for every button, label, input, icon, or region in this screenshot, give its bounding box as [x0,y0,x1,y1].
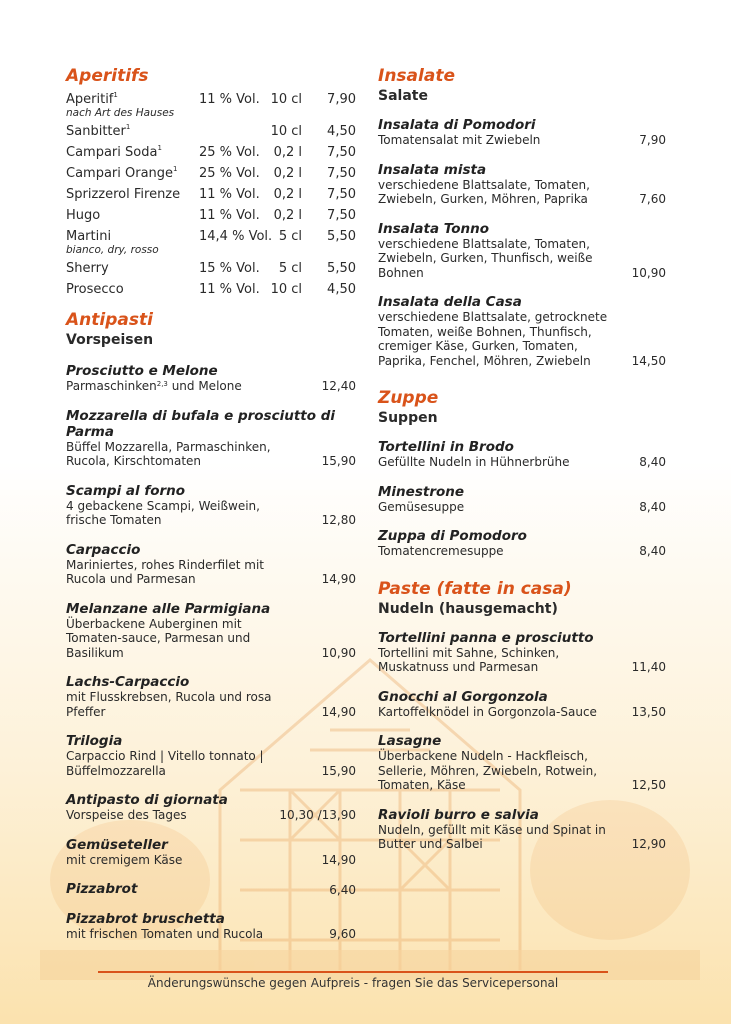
aperitif-row [66,184,356,205]
aperitif-name-text: Hugo [66,208,101,223]
menu-item [378,294,666,368]
description-text: Tomatencremesuppe [378,544,504,558]
aperitif-note: nach Art des Hauses [66,107,175,119]
aperitif-row [66,163,356,184]
menu-item-description [378,823,666,852]
menu-item [66,881,356,897]
description-text: Vorspeise des Tages [66,808,187,822]
description-text: mit frischen Tomaten und Rucola [66,927,264,941]
menu-item-description [378,237,666,281]
menu-item [378,630,666,675]
menu-item-price: 14,90 [321,572,356,586]
aperitif-name-text: Campari Orange [66,166,174,181]
aperitif-quantity: 0,2 l [273,145,302,160]
menu-item-name: Trilogia [66,733,123,749]
insalate-subtitle: Salate [378,88,428,104]
menu-item [66,408,356,469]
zuppe-list [378,439,666,559]
menu-item-price: 14,50 [631,353,666,368]
aperitif-quantity: 5 cl [278,261,302,276]
menu-item [378,162,666,207]
menu-item-price: 12,80 [321,513,356,527]
aperitif-note: bianco, dry, rosso [66,244,159,256]
menu-item-price: 13,50 [631,704,666,719]
aperitif-price: 7,50 [327,208,356,223]
aperitif-name-text: Campari Soda [66,145,158,160]
paste-title: Paste (fatte in casa) [378,578,572,599]
aperitif-price: 7,50 [327,145,356,160]
description-text: verschiedene Blattsalate, getrocknete Tomaten, weiße Bohnen, Thunfisch, cremiger Käse, Gurken, Tomaten, Paprika, Fenchel, Möhren, Zwiebeln [378,310,608,368]
description-text: Parmaschinken [66,379,157,393]
menu-item-description [66,379,356,394]
description-text: 4 gebackene Scampi, Weißwein, frische Tomaten [66,498,260,527]
menu-item-name: Minestrone [378,483,465,500]
menu-item [66,542,356,587]
menu-item [66,792,356,823]
menu-item [66,601,356,661]
menu-item-name: Insalata di Pomodori [378,117,536,133]
menu-item-price: 15,90 [321,763,356,778]
menu-item-description [66,558,356,587]
antipasti-subtitle: Vorspeisen [66,332,154,348]
aperitifs-title: Aperitifs [66,66,149,86]
menu-item-description [378,500,666,515]
aperitif-row [66,142,356,163]
description-text: verschiedene Blattsalate, Tomaten, Zwiebeln, Gurken, Möhren, Paprika [378,177,590,206]
menu-item-description [378,310,666,368]
aperitif-name [66,205,100,226]
menu-item-name: Insalata della Casa [378,294,522,310]
description-text: Büffel Mozzarella, Parmaschinken, Rucola, Kirschtomaten [66,439,271,468]
description-text: verschiedene Blattsalate, Tomaten, Zwiebeln, Gurken, Thunfisch, weiße Bohnen [378,236,593,280]
aperitif-volume: 11 % Vol. [199,282,260,297]
aperitif-quantity: 0,2 l [273,187,302,202]
footer-divider [98,971,608,973]
right-column [378,66,666,852]
description-text: Carpaccio Rind | Vitello tonnato | Büffelmozzarella [66,749,264,778]
aperitif-price: 7,90 [327,92,356,107]
menu-item-description [378,455,666,470]
menu-item-description [66,749,356,778]
menu-item [378,439,666,470]
aperitif-name-text: Prosecco [66,282,124,297]
aperitif-name-text: Sherry [66,261,109,276]
menu-item-price: 6,40 [329,882,356,897]
menu-item [66,674,356,719]
menu-item-description [378,178,666,207]
aperitif-name-text: Martini [66,229,112,244]
menu-item-name: Tortellini in Brodo [378,439,514,455]
left-column [66,66,356,942]
menu-item [378,484,666,515]
description-text-cont: und Melone [167,379,242,393]
menu-item-price: 12,40 [321,379,356,393]
antipasti-title: Antipasti [66,310,153,330]
aperitif-row [66,121,356,142]
aperitifs-list [66,89,356,300]
paste-list [378,630,666,852]
menu-item [66,733,356,778]
description-text: Nudeln, gefüllt mit Käse und Spinat in Butter und Salbei [378,822,606,851]
zuppe-title: Zuppe [378,388,439,408]
aperitif-quantity: 10 cl [270,124,302,139]
menu-item [378,528,666,559]
menu-item [378,117,666,148]
menu-item-price: 15,90 [321,454,356,468]
aperitif-name-text: Aperitif [66,92,114,107]
aperitif-name [66,121,130,142]
menu-item-description [378,705,666,720]
aperitif-row [66,89,356,110]
aperitif-quantity: 10 cl [270,282,302,297]
menu-item-price: 12,50 [631,778,666,792]
description-text: Mariniertes, rohes Rinderfilet mit Rucola und Parmesan [66,557,264,586]
menu-item-price: 7,90 [639,133,666,147]
aperitif-price: 4,50 [327,124,356,139]
aperitif-name [66,184,180,205]
zuppe-subtitle: Suppen [378,410,438,426]
aperitif-volume: 11 % Vol. [199,187,260,202]
menu-item [66,837,356,868]
aperitif-name [66,89,118,110]
menu-item-description [66,617,356,661]
menu-item-description [378,133,666,148]
menu-item-description [66,440,356,469]
footnote-marker: 1 [157,144,162,152]
menu-item-description [66,499,356,528]
aperitif-price: 7,50 [327,187,356,202]
menu-item-name: Gnocchi al Gorgonzola [378,688,548,705]
antipasti-list [66,363,356,942]
menu-item-name: Antipasto di giornata [66,792,228,808]
description-text: Gemüsesuppe [378,499,465,514]
menu-item-name: Lasagne [378,733,442,749]
aperitif-quantity: 0,2 l [273,208,302,223]
aperitif-name [66,163,178,184]
aperitif-price: 4,50 [327,282,356,297]
menu-item-price: 8,40 [639,544,666,558]
insalate-title: Insalate [378,66,455,86]
menu-item-description [66,853,356,868]
aperitif-volume: 15 % Vol. [199,261,260,276]
menu-item-name: Lachs-Carpaccio [66,674,190,690]
menu-item-name: Pizzabrot bruschetta [66,911,225,927]
menu-item [66,911,356,942]
aperitif-price: 7,50 [327,166,356,181]
aperitif-quantity: 10 cl [270,92,302,107]
aperitif-row [66,279,356,300]
footnote-marker: 1 [173,165,178,173]
menu-item [378,733,666,793]
menu-item-name: Insalata Tonno [378,220,490,237]
aperitif-quantity: 5 cl [278,229,302,244]
description-text: mit Flusskrebsen, Rucola und rosa Pfeffer [66,690,272,719]
menu-item-name: Tortellini panna e prosciutto [378,629,594,646]
menu-item-description [66,690,356,719]
menu-item [378,221,666,281]
menu-item-name: Insalata mista [378,161,487,178]
aperitif-volume: 14,4 % Vol. [199,229,273,244]
menu-item-name: Zuppa di Pomodoro [378,528,527,544]
menu-item-price: 8,40 [639,499,666,514]
menu-item-name: Prosciutto e Melone [66,363,218,379]
menu-item-name: Carpaccio [66,541,141,558]
paste-subtitle: Nudeln (hausgemacht) [378,600,558,617]
aperitif-name [66,226,111,247]
aperitif-name-text: Sanbitter [66,124,126,139]
aperitif-quantity: 0,2 l [273,166,302,181]
menu-item-price: 11,40 [631,660,666,674]
aperitif-row [66,226,356,247]
aperitif-name [66,258,109,279]
footnote-marker: 1 [125,123,131,131]
menu-item [378,807,666,852]
description-text: Überbackene Auberginen mit Tomaten-sauce, Parmesan und Basilikum [66,616,251,660]
menu-item-description [378,544,666,559]
menu-item-description [66,927,356,942]
menu-item-price: 14,90 [321,704,356,719]
insalate-list [378,117,666,368]
menu-item [66,363,356,394]
aperitif-name-text: Sprizzerol Firenze [66,187,181,202]
menu-item-price: 8,40 [639,455,666,469]
menu-item-price: 14,90 [321,852,356,867]
menu-item-price: 10,90 [631,265,666,280]
aperitif-volume: 25 % Vol. [199,145,260,160]
menu-item-price: 7,60 [639,192,666,206]
menu-item-name: Gemüseteller [66,836,168,853]
aperitif-price: 5,50 [327,261,356,276]
aperitif-volume: 11 % Vol. [199,208,260,223]
aperitif-name [66,142,162,163]
description-text: Kartoffelknödel in Gorgonzola-Sauce [378,704,597,719]
description-text: mit cremigem Käse [66,852,183,867]
aperitif-volume: 11 % Vol. [199,92,260,107]
menu-item-price: 10,30 /13,90 [279,808,356,822]
menu-item-price: 12,90 [631,837,666,851]
description-text: Gefüllte Nudeln in Hühnerbrühe [378,455,570,469]
footnote-marker: 1 [113,91,118,99]
menu-item-name: Ravioli burro e salvia [378,806,539,823]
menu-item-name: Scampi al forno [66,482,186,499]
aperitif-volume: 25 % Vol. [199,166,260,181]
aperitif-name [66,279,124,300]
menu-item-price: 9,60 [329,927,356,941]
menu-item-description [378,646,666,675]
aperitif-row [66,258,356,279]
aperitif-price: 5,50 [327,229,356,244]
description-text: Überbackene Nudeln - Hackfleisch, Sellerie, Möhren, Zwiebeln, Rotwein, Tomaten, Käse [378,749,598,792]
description-text: Tomatensalat mit Zwiebeln [378,133,541,147]
description-text: Tortellini mit Sahne, Schinken, Muskatnuss und Parmesan [378,645,560,674]
aperitif-row [66,205,356,226]
menu-item [66,483,356,528]
menu-item-description [378,749,666,793]
footer-note: Änderungswünsche gegen Aufpreis - fragen Sie das Servicepersonal [147,976,559,990]
menu-item-name: Mozzarella di bufala e prosciutto di Parma [66,407,335,440]
menu-item-price: 10,90 [321,645,356,660]
menu-item-name: Melanzane alle Parmigiana [66,600,271,617]
menu-item-name: Pizzabrot [66,881,138,897]
footnote-marker: 2,3 [156,380,168,388]
menu-item [378,689,666,720]
